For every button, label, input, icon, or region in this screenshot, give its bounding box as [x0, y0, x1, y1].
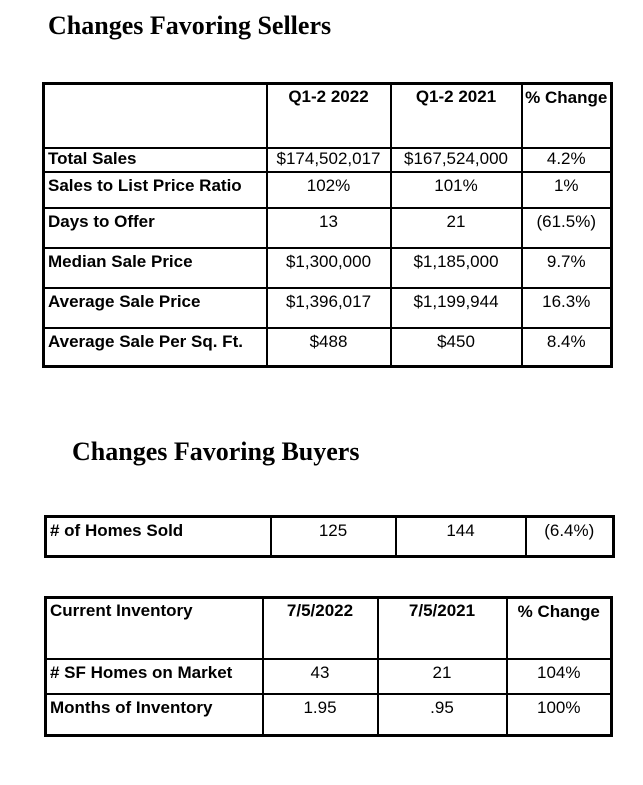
cell-2022: $1,300,000 [267, 248, 391, 288]
cell-2022: 125 [271, 517, 396, 557]
row-label: Average Sale Per Sq. Ft. [44, 328, 267, 367]
table-row [44, 208, 612, 248]
table-row [46, 694, 612, 736]
cell-change: 104% [507, 659, 612, 694]
sellers-table [42, 82, 613, 368]
header-cell-7-5-2022: 7/5/2022 [263, 598, 378, 660]
row-label: Sales to List Price Ratio [44, 172, 267, 208]
cell-change: 1% [522, 172, 612, 208]
header-cell-current-inventory: Current Inventory [46, 598, 263, 660]
cell-2022: 13 [267, 208, 391, 248]
cell-2021: $1,199,944 [391, 288, 522, 328]
cell-2022: $1,396,017 [267, 288, 391, 328]
buyers-heading: Changes Favoring Buyers [72, 437, 360, 466]
cell-2022: 1.95 [263, 694, 378, 736]
cell-2021: $450 [391, 328, 522, 367]
cell-2022: 43 [263, 659, 378, 694]
row-label: # SF Homes on Market [46, 659, 263, 694]
header-cell-q1-2-2022: Q1-2 2022 [267, 84, 391, 149]
cell-2021: $167,524,000 [391, 148, 522, 172]
cell-2021: 21 [378, 659, 507, 694]
cell-2021: $1,185,000 [391, 248, 522, 288]
table-row [44, 248, 612, 288]
cell-change: (61.5%) [522, 208, 612, 248]
sellers-heading: Changes Favoring Sellers [48, 11, 332, 40]
cell-2022: $488 [267, 328, 391, 367]
inventory-table [44, 596, 613, 737]
cell-change: 8.4% [522, 328, 612, 367]
header-cell-7-5-2021: 7/5/2021 [378, 598, 507, 660]
header-cell-percent-change: % Change [522, 84, 612, 149]
table-row [46, 659, 612, 694]
cell-2021: 101% [391, 172, 522, 208]
row-label: # of Homes Sold [46, 517, 271, 557]
inventory-header-row [46, 598, 612, 660]
row-label: Total Sales [44, 148, 267, 172]
row-label: Days to Offer [44, 208, 267, 248]
cell-2021: 21 [391, 208, 522, 248]
cell-change: 100% [507, 694, 612, 736]
cell-2021: 144 [396, 517, 526, 557]
table-row [44, 288, 612, 328]
header-cell-blank [44, 84, 267, 149]
table-row [44, 328, 612, 367]
table-row [44, 172, 612, 208]
table-row [44, 148, 612, 172]
row-label: Average Sale Price [44, 288, 267, 328]
sellers-header-row [44, 84, 612, 149]
row-label: Months of Inventory [46, 694, 263, 736]
homes-sold-table [44, 515, 615, 558]
cell-change: 9.7% [522, 248, 612, 288]
cell-change: 4.2% [522, 148, 612, 172]
cell-change: (6.4%) [526, 517, 614, 557]
cell-change: 16.3% [522, 288, 612, 328]
cell-2022: $174,502,017 [267, 148, 391, 172]
table-row [46, 517, 614, 557]
header-cell-q1-2-2021: Q1-2 2021 [391, 84, 522, 149]
cell-2021: .95 [378, 694, 507, 736]
header-cell-percent-change: % Change [507, 598, 612, 660]
row-label: Median Sale Price [44, 248, 267, 288]
cell-2022: 102% [267, 172, 391, 208]
